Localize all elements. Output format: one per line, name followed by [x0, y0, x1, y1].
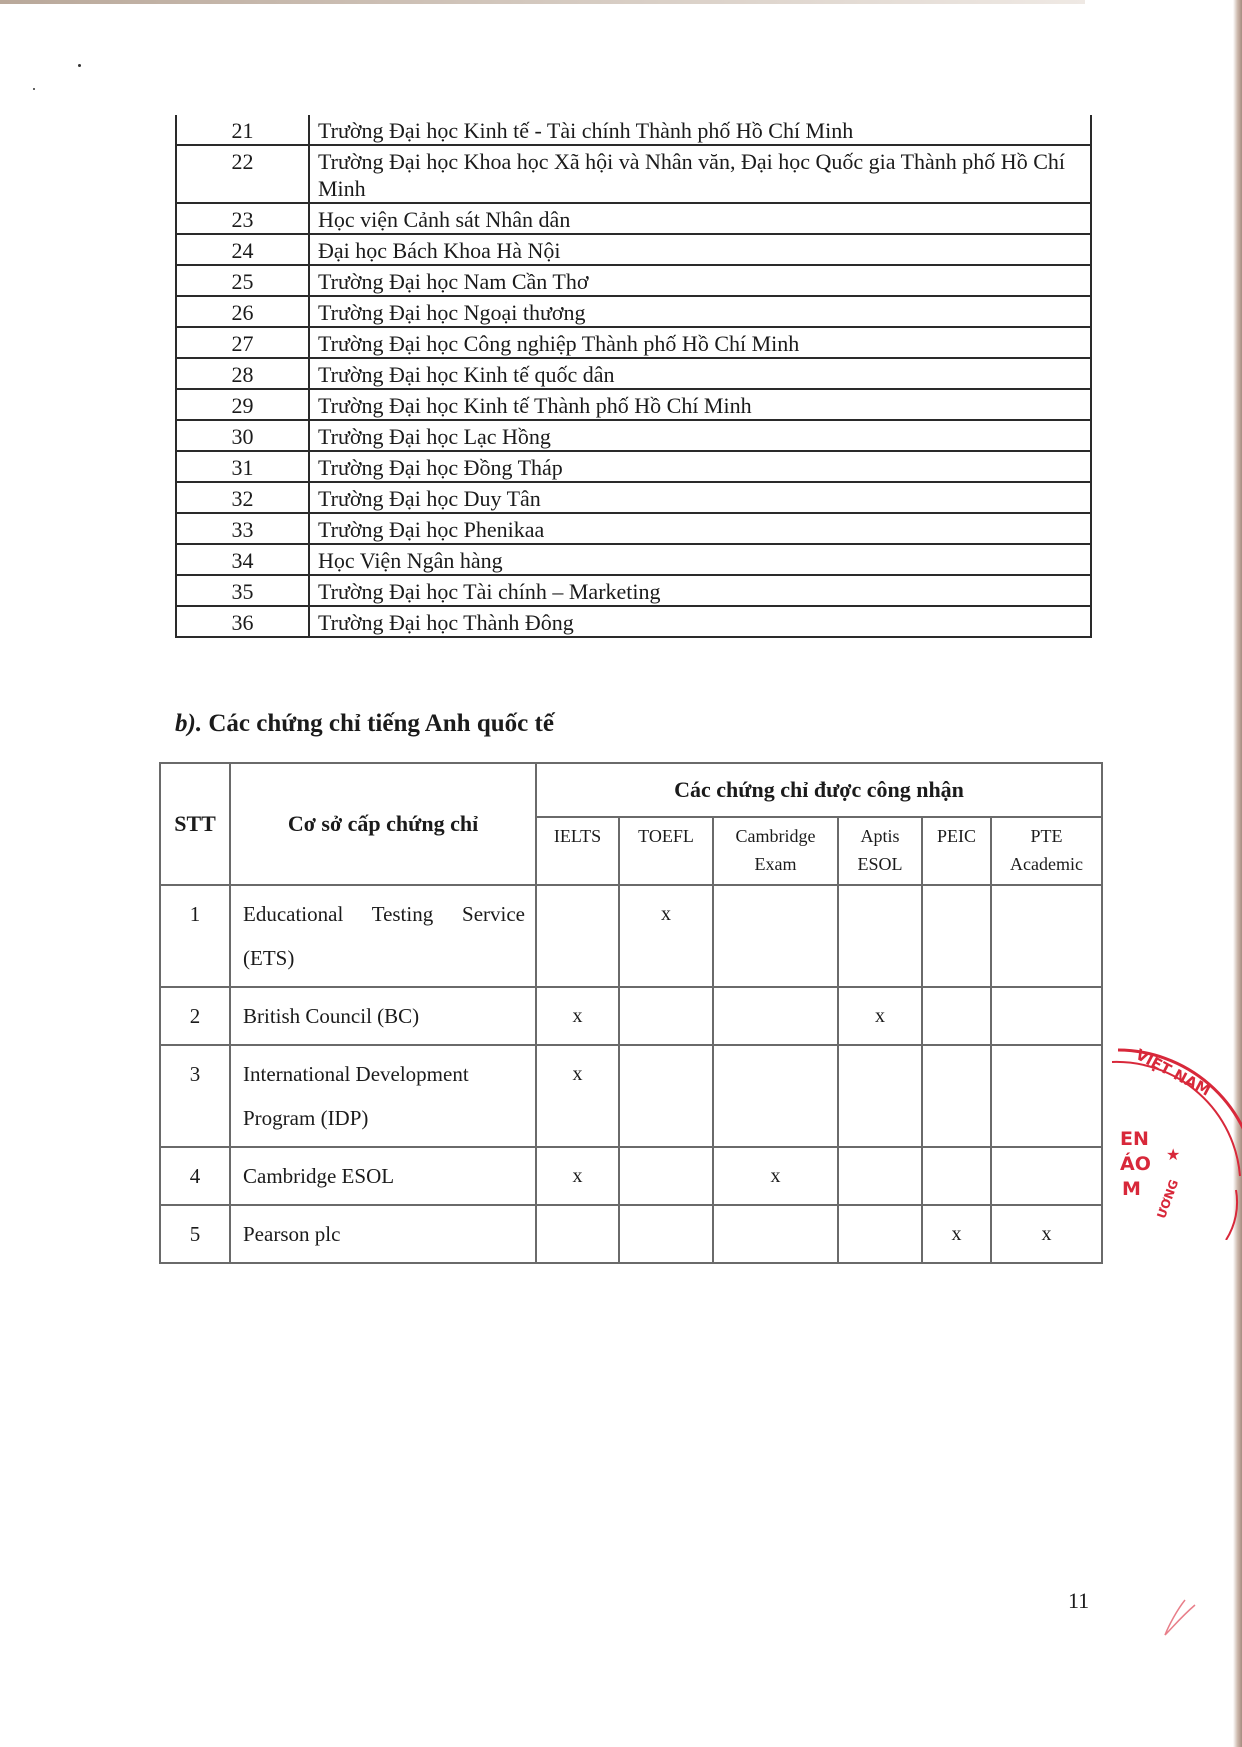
row-stt: 3	[160, 1045, 230, 1147]
university-number: 33	[176, 513, 309, 544]
scan-speck	[78, 64, 81, 67]
university-number: 36	[176, 606, 309, 637]
certificate-name-line2: Academic	[1010, 854, 1083, 874]
recognition-mark	[536, 885, 619, 987]
row-stt: 2	[160, 987, 230, 1045]
recognition-mark: x	[713, 1147, 838, 1205]
row-stt: 1	[160, 885, 230, 987]
university-number: 32	[176, 482, 309, 513]
university-name: Trường Đại học Kinh tế quốc dân	[309, 358, 1091, 389]
recognition-mark	[713, 885, 838, 987]
recognition-mark: x	[619, 885, 713, 987]
certificate-name: TOEFL	[638, 826, 694, 846]
university-name: Trường Đại học Kinh tế Thành phố Hồ Chí Minh	[309, 389, 1091, 420]
row-organization: International Development Program (IDP)	[230, 1045, 536, 1147]
university-name: Trường Đại học Công nghiệp Thành phố Hồ Chí Minh	[309, 327, 1091, 358]
certificate-row	[160, 987, 1102, 1045]
university-row	[176, 513, 1091, 544]
university-name: Trường Đại học Đồng Tháp	[309, 451, 1091, 482]
section-b-prefix: b).	[175, 710, 203, 737]
certificate-name-line2: Exam	[754, 854, 797, 874]
recognition-mark	[619, 1147, 713, 1205]
university-name: Trường Đại học Tài chính – Marketing	[309, 575, 1091, 606]
recognition-mark	[991, 987, 1102, 1045]
university-number: 21	[176, 115, 309, 145]
certificate-header	[619, 817, 713, 885]
university-row	[176, 327, 1091, 358]
university-number: 28	[176, 358, 309, 389]
university-name: Trường Đại học Khoa học Xã hội và Nhân văn, Đại học Quốc gia Thành phố Hồ Chí Minh	[309, 145, 1091, 203]
col-stt-header: STT	[160, 763, 230, 885]
university-row	[176, 482, 1091, 513]
certificate-row	[160, 1147, 1102, 1205]
university-row	[176, 203, 1091, 234]
university-row	[176, 234, 1091, 265]
university-name: Trường Đại học Duy Tân	[309, 482, 1091, 513]
university-table	[175, 115, 1092, 638]
university-row	[176, 544, 1091, 575]
university-row	[176, 115, 1091, 145]
university-name: Trường Đại học Nam Cần Thơ	[309, 265, 1091, 296]
university-number: 35	[176, 575, 309, 606]
certificate-table	[159, 762, 1103, 1264]
recognition-mark	[922, 1147, 991, 1205]
certificate-header	[713, 817, 838, 885]
certificate-name: PTE	[1030, 826, 1063, 846]
certificate-name-line2: ESOL	[857, 854, 903, 874]
university-number: 26	[176, 296, 309, 327]
certificate-name: Aptis	[860, 826, 900, 846]
certificate-header	[536, 817, 619, 885]
recognition-mark: x	[536, 987, 619, 1045]
col-org-header: Cơ sở cấp chứng chỉ	[230, 763, 536, 885]
university-row	[176, 358, 1091, 389]
page-number: 11	[1068, 1588, 1090, 1613]
university-name: Đại học Bách Khoa Hà Nội	[309, 234, 1091, 265]
recognition-mark	[922, 987, 991, 1045]
stamp-text: ÁO	[1120, 1153, 1151, 1175]
scan-speck	[33, 88, 35, 90]
stamp-text: ƯƠNG	[1154, 1177, 1182, 1221]
recognition-mark	[991, 1045, 1102, 1147]
university-row	[176, 420, 1091, 451]
recognition-mark	[619, 1045, 713, 1147]
university-row	[176, 451, 1091, 482]
certificate-name: PEIC	[936, 826, 976, 846]
university-number: 29	[176, 389, 309, 420]
signature-stroke	[1155, 1595, 1205, 1655]
stamp-text: VIỆT NAM	[1132, 1045, 1214, 1100]
university-number: 30	[176, 420, 309, 451]
recognition-mark	[838, 1147, 922, 1205]
university-name: Trường Đại học Ngoại thương	[309, 296, 1091, 327]
university-name: Trường Đại học Kinh tế - Tài chính Thành phố Hồ Chí Minh	[309, 115, 1091, 145]
university-name: Trường Đại học Lạc Hồng	[309, 420, 1091, 451]
university-row	[176, 265, 1091, 296]
recognition-mark	[619, 1205, 713, 1263]
stamp-text: M	[1122, 1178, 1141, 1200]
recognition-mark	[991, 885, 1102, 987]
university-name: Trường Đại học Phenikaa	[309, 513, 1091, 544]
recognition-mark	[838, 1045, 922, 1147]
col-certificates-group-header: Các chứng chỉ được công nhận	[536, 763, 1102, 817]
university-row	[176, 145, 1091, 203]
recognition-mark: x	[991, 1205, 1102, 1263]
university-number: 27	[176, 327, 309, 358]
recognition-mark	[838, 1205, 922, 1263]
section-b-heading	[175, 710, 554, 738]
row-stt: 4	[160, 1147, 230, 1205]
scan-right-edge	[1233, 0, 1242, 1747]
recognition-mark: x	[922, 1205, 991, 1263]
university-number: 25	[176, 265, 309, 296]
certificate-header	[922, 817, 991, 885]
certificate-row	[160, 1045, 1102, 1147]
recognition-mark	[713, 1205, 838, 1263]
recognition-mark	[922, 885, 991, 987]
row-stt: 5	[160, 1205, 230, 1263]
university-row	[176, 389, 1091, 420]
recognition-mark: x	[838, 987, 922, 1045]
section-b-title: Các chứng chỉ tiếng Anh quốc tế	[208, 710, 554, 737]
recognition-mark: x	[536, 1147, 619, 1205]
recognition-mark: x	[536, 1045, 619, 1147]
recognition-mark	[838, 885, 922, 987]
university-row	[176, 606, 1091, 637]
university-name: Trường Đại học Thành Đông	[309, 606, 1091, 637]
row-organization: Pearson plc	[230, 1205, 536, 1263]
row-organization: British Council (BC)	[230, 987, 536, 1045]
university-number: 34	[176, 544, 309, 575]
university-name: Học Viện Ngân hàng	[309, 544, 1091, 575]
recognition-mark	[922, 1045, 991, 1147]
university-name: Học viện Cảnh sát Nhân dân	[309, 203, 1091, 234]
university-row	[176, 575, 1091, 606]
stamp-text: EN	[1120, 1128, 1149, 1150]
recognition-mark	[713, 1045, 838, 1147]
row-organization: Cambridge ESOL	[230, 1147, 536, 1205]
certificate-name: IELTS	[553, 826, 602, 846]
certificate-row	[160, 885, 1102, 987]
recognition-mark	[991, 1147, 1102, 1205]
university-number: 24	[176, 234, 309, 265]
recognition-mark	[619, 987, 713, 1045]
certificate-header	[838, 817, 922, 885]
scan-top-edge	[0, 0, 1085, 4]
university-number: 31	[176, 451, 309, 482]
university-number: 23	[176, 203, 309, 234]
recognition-mark	[536, 1205, 619, 1263]
recognition-mark	[713, 987, 838, 1045]
row-organization: Educational Testing Service (ETS)	[230, 885, 536, 987]
certificate-name: Cambridge	[735, 826, 816, 846]
red-seal-stamp	[1108, 1040, 1242, 1240]
star-icon: ★	[1166, 1145, 1181, 1164]
certificate-row	[160, 1205, 1102, 1263]
university-number: 22	[176, 145, 309, 203]
university-row	[176, 296, 1091, 327]
certificate-header	[991, 817, 1102, 885]
